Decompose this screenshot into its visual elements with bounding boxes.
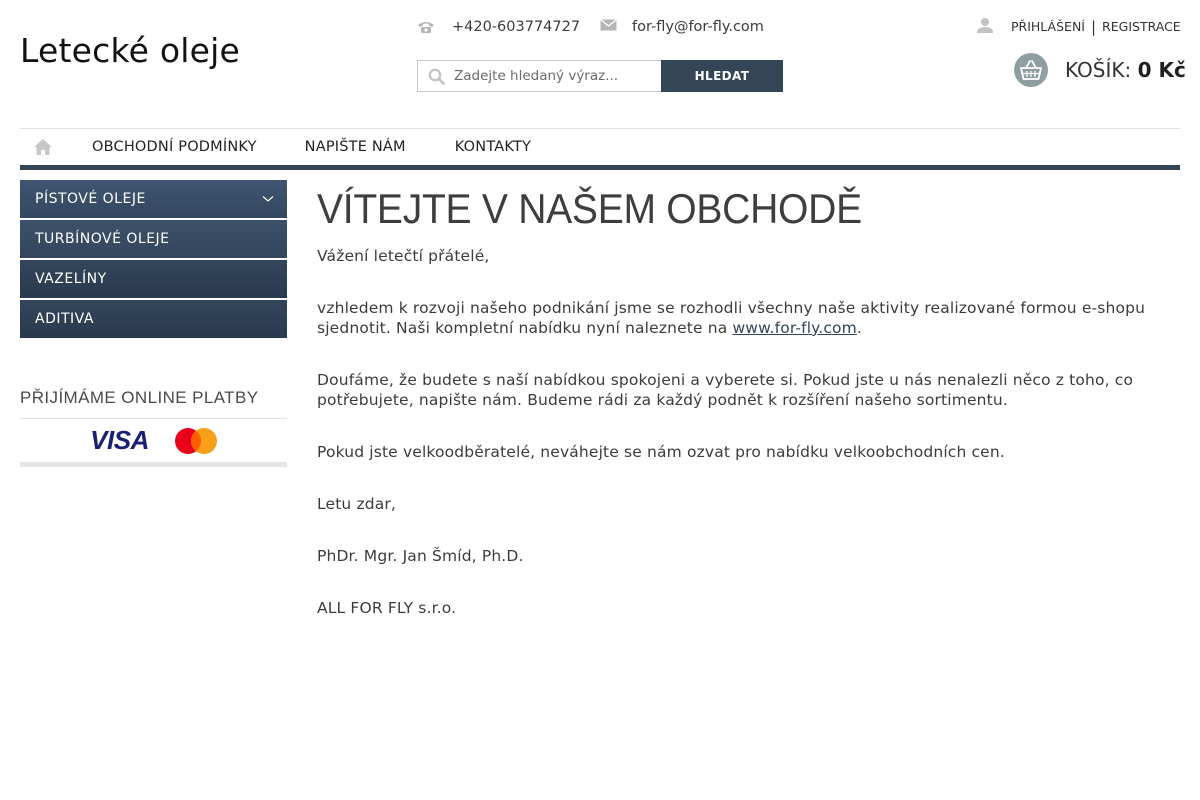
category-turbine-oils[interactable]: [20, 220, 287, 258]
greeting: Vážení letečtí přátelé,: [317, 247, 490, 265]
nav-item-terms[interactable]: OBCHODNÍ PODMÍNKY: [92, 139, 257, 155]
cart-summary[interactable]: [1065, 58, 1186, 82]
cart[interactable]: [1014, 53, 1186, 87]
intro-paragraph: [317, 298, 1180, 338]
website-link[interactable]: www.for-fly.com: [732, 319, 857, 337]
closing-line: Letu zdar,: [317, 495, 396, 513]
category-greases[interactable]: [20, 260, 287, 298]
wholesale-paragraph: Pokud jste velkoodběratelé, neváhejte se nám ozvat pro nabídku velkoobchodních cen.: [317, 443, 1005, 461]
basket-icon[interactable]: [1014, 53, 1048, 87]
mastercard-logo: [175, 428, 217, 454]
user-icon: [976, 17, 994, 36]
category-label: VAZELÍNY: [35, 271, 107, 287]
phone-number[interactable]: +420-603774727: [452, 19, 581, 35]
category-label: PÍSTOVÉ OLEJE: [35, 191, 146, 207]
link-separator: |: [1090, 17, 1097, 36]
payment-logos: [20, 419, 287, 467]
login-link[interactable]: PŘIHLÁŠENÍ: [1011, 19, 1085, 34]
payments-title: PŘIJÍMÁME ONLINE PLATBY: [20, 388, 287, 419]
company-name: ALL FOR FLY s.r.o.: [317, 599, 457, 617]
main-nav: [20, 128, 1180, 170]
chevron-down-icon[interactable]: [262, 195, 274, 203]
signature-name: PhDr. Mgr. Jan Šmíd, Ph.D.: [317, 547, 524, 565]
contact-email[interactable]: [600, 18, 764, 36]
intro-text: vzhledem k rozvoji našeho podnikání jsme se rozhodli všechny naše aktivity realizované formou e-shopu sjednotit. Naši kompletní nabídku nyní naleznete na: [317, 299, 1146, 337]
main-content: [317, 182, 1180, 650]
contact-phone[interactable]: [416, 18, 580, 36]
category-label: TURBÍNOVÉ OLEJE: [35, 231, 170, 247]
envelope-icon: [600, 18, 618, 36]
search-field: [417, 60, 661, 92]
page-title: VÍTEJTE V NAŠEM OBCHODĚ: [317, 185, 862, 232]
category-additives[interactable]: [20, 300, 287, 338]
hope-paragraph: Doufáme, že budete s naší nabídkou spokojeni a vyberete si. Pokud jste u nás nenalezli něco z toho, co potřebujete, napište nám. Budeme rádi za každý podnět k rozšíření našeho sortimentu.: [317, 371, 1134, 409]
site-title[interactable]: Letecké oleje: [20, 31, 240, 70]
visa-logo: VISA: [90, 425, 149, 455]
nav-item-write-us[interactable]: NAPIŠTE NÁM: [304, 139, 406, 155]
nav-item-contacts[interactable]: KONTAKTY: [454, 139, 532, 155]
category-piston-oils[interactable]: [20, 180, 287, 218]
payments-box: [20, 388, 287, 467]
search-icon: [428, 68, 445, 85]
cart-label: KOŠÍK:: [1065, 58, 1132, 82]
email-address[interactable]: for-fly@for-fly.com: [632, 19, 764, 35]
cart-amount: 0 Kč: [1137, 58, 1186, 82]
intro-end: .: [856, 319, 863, 337]
register-link[interactable]: REGISTRACE: [1102, 19, 1181, 34]
search-button[interactable]: HLEDAT: [661, 60, 783, 92]
search-input[interactable]: [418, 61, 661, 91]
search-form: [417, 60, 783, 92]
phone-icon: [416, 18, 434, 36]
user-links: [976, 17, 1181, 36]
category-label: ADITIVA: [35, 311, 94, 327]
category-menu: [20, 180, 287, 340]
home-icon[interactable]: [20, 129, 65, 165]
